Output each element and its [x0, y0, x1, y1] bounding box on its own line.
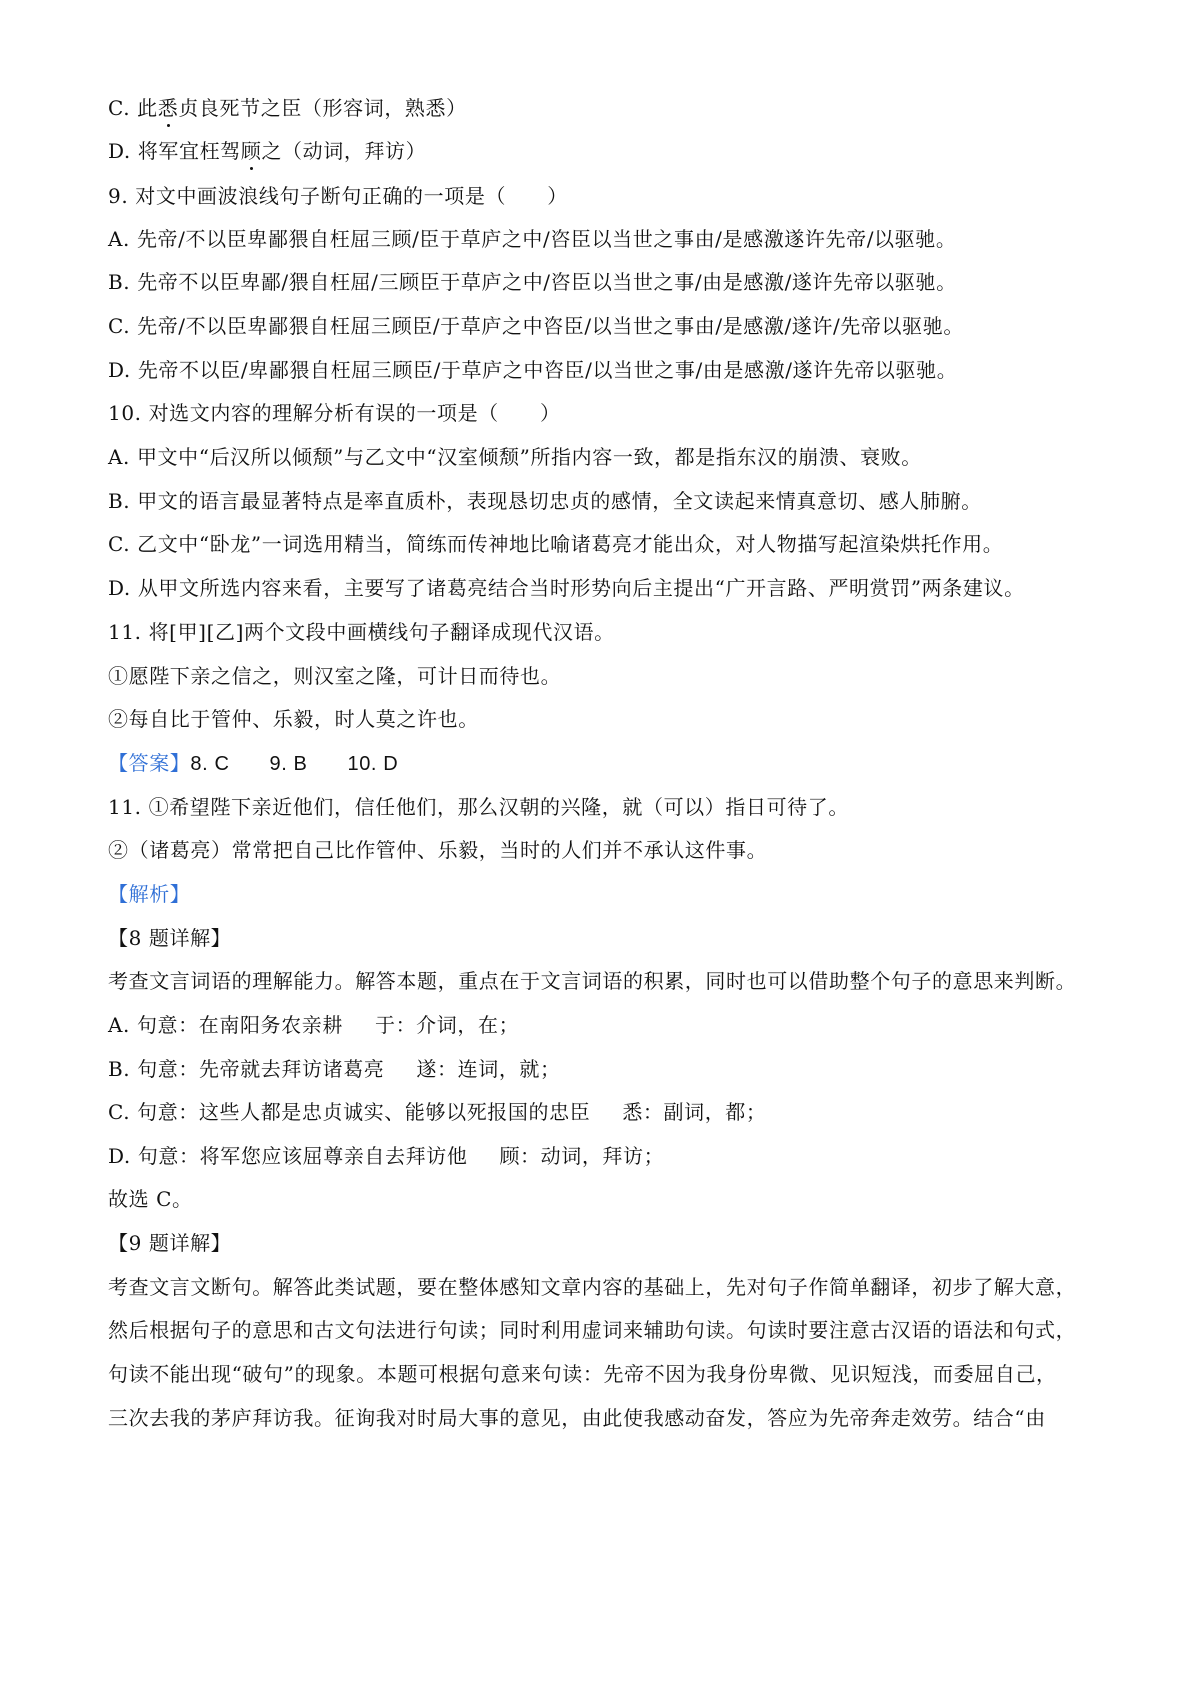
- q8-option-d-prefix: D. 将军宜枉驾: [108, 139, 241, 163]
- answer-9: 9. B: [269, 753, 308, 775]
- q8-option-d: [108, 137, 1108, 165]
- q8-detail-item-a: [108, 1011, 1108, 1039]
- q8-option-c-suffix: 贞良死节之臣（形容词，熟悉）: [178, 96, 467, 120]
- q9-detail-line-4: 三次去我的茅庐拜访我。征询我对时局大事的意见，由此使我感动奋发，答应为先帝奔走效劳。结合“由: [108, 1406, 1046, 1430]
- q8-detail-item-d: [108, 1142, 1108, 1170]
- q9-option-d: D. 先帝不以臣/卑鄙猥自枉屈三顾臣/于草庐之中咨臣/以当世之事/由是感激/遂许先帝以驱驰。: [108, 358, 958, 382]
- answer-tag: 【答案】: [108, 751, 191, 775]
- detail-item-sentence: C. 句意：这些人都是忠贞诚实、能够以死报国的忠臣: [108, 1100, 591, 1124]
- answer-8: 8. C: [190, 753, 230, 775]
- detail-item-sentence: B. 句意：先帝就去拜访诸葛亮: [108, 1057, 385, 1081]
- q8-option-c-prefix: C. 此: [108, 96, 158, 120]
- answer-11-1: 11. ①希望陛下亲近他们，信任他们，那么汉朝的兴隆，就（可以）指日可待了。: [108, 795, 849, 819]
- q9-stem: 9. 对文中画波浪线句子断句正确的一项是（ ）: [108, 184, 568, 208]
- q11-item-2: ②每自比于管仲、乐毅，时人莫之许也。: [108, 707, 479, 731]
- q9-detail-heading: 【9 题详解】: [108, 1231, 232, 1255]
- detail-item-gloss: 于：介词，在；: [374, 1013, 520, 1037]
- q8-detail-item-c: [108, 1098, 1108, 1126]
- q11-item-1: ①愿陛下亲之信之，则汉室之隆，可计日而待也。: [108, 664, 562, 688]
- detail-item-sentence: D. 句意：将军您应该屈尊亲自去拜访他: [108, 1144, 468, 1168]
- analysis-tag: 【解析】: [108, 882, 191, 906]
- q8-detail-conclusion: 故选 C。: [108, 1187, 193, 1211]
- q9-detail-line-1: 考查文言文断句。解答此类试题，要在整体感知文章内容的基础上，先对句子作简单翻译，初步了解大意，: [108, 1275, 1077, 1299]
- answer-line: [108, 749, 1108, 778]
- answer-10: 10. D: [347, 753, 399, 775]
- q9-detail-line-2: 然后根据句子的意思和古文句法进行句读；同时利用虚词来辅助句读。句读时要注意古汉语的语法和句式，: [108, 1318, 1077, 1342]
- q9-option-c: C. 先帝/不以臣卑鄙猥自枉屈三顾臣/于草庐之中咨臣/以当世之事由/是感激/遂许/先帝以驱驰。: [108, 314, 964, 338]
- emphasis-dot-char: 悉: [157, 96, 179, 120]
- q11-stem: 11. 将[甲][乙]两个文段中画横线句子翻译成现代汉语。: [108, 620, 615, 644]
- q10-option-b: B. 甲文的语言最显著特点是率直质朴，表现恳切忠贞的感情，全文读起来情真意切、感人肺腑。: [108, 489, 982, 513]
- q9-option-b: B. 先帝不以臣卑鄙/猥自枉屈/三顾臣于草庐之中/咨臣以当世之事/由是感激/遂许先帝以驱驰。: [108, 270, 957, 294]
- q10-option-d: D. 从甲文所选内容来看，主要写了诸葛亮结合当时形势向后主提出“广开言路、严明赏罚”两条建议。: [108, 576, 1025, 600]
- q8-detail-heading: 【8 题详解】: [108, 926, 232, 950]
- q10-option-c: C. 乙文中“卧龙”一词选用精当，简练而传神地比喻诸葛亮才能出众，对人物描写起渲染烘托作用。: [108, 532, 1004, 556]
- q8-detail-item-b: [108, 1055, 1108, 1083]
- detail-item-sentence: A. 句意：在南阳务农亲耕: [108, 1013, 343, 1037]
- q8-option-d-suffix: 之（动词，拜访）: [261, 139, 427, 163]
- answer-11-2: ②（诸葛亮）常常把自己比作管仲、乐毅，当时的人们并不承认这件事。: [108, 838, 768, 862]
- q10-stem: 10. 对选文内容的理解分析有误的一项是（ ）: [108, 401, 561, 425]
- q10-option-a: A. 甲文中“后汉所以倾颓”与乙文中“汉室倾颓”所指内容一致，都是指东汉的崩溃、衰败。: [108, 445, 922, 469]
- detail-item-gloss: 遂：连词，就；: [416, 1057, 561, 1081]
- emphasis-dot-char: 顾: [240, 139, 262, 163]
- detail-item-gloss: 顾：动词，拜访；: [499, 1144, 665, 1168]
- detail-item-gloss: 悉：副词，都；: [622, 1100, 767, 1124]
- q8-option-c: [108, 94, 1108, 122]
- q9-option-a: A. 先帝/不以臣卑鄙猥自枉屈三顾/臣于草庐之中/咨臣以当世之事由/是感激遂许先帝/以驱驰。: [108, 227, 957, 251]
- q9-detail-line-3: 句读不能出现“破句”的现象。本题可根据句意来句读：先帝不因为我身份卑微、见识短浅，而委屈自己，: [108, 1362, 1057, 1386]
- q8-detail-intro: 考查文言词语的理解能力。解答本题，重点在于文言词语的积累，同时也可以借助整个句子的意思来判断。: [108, 969, 1077, 993]
